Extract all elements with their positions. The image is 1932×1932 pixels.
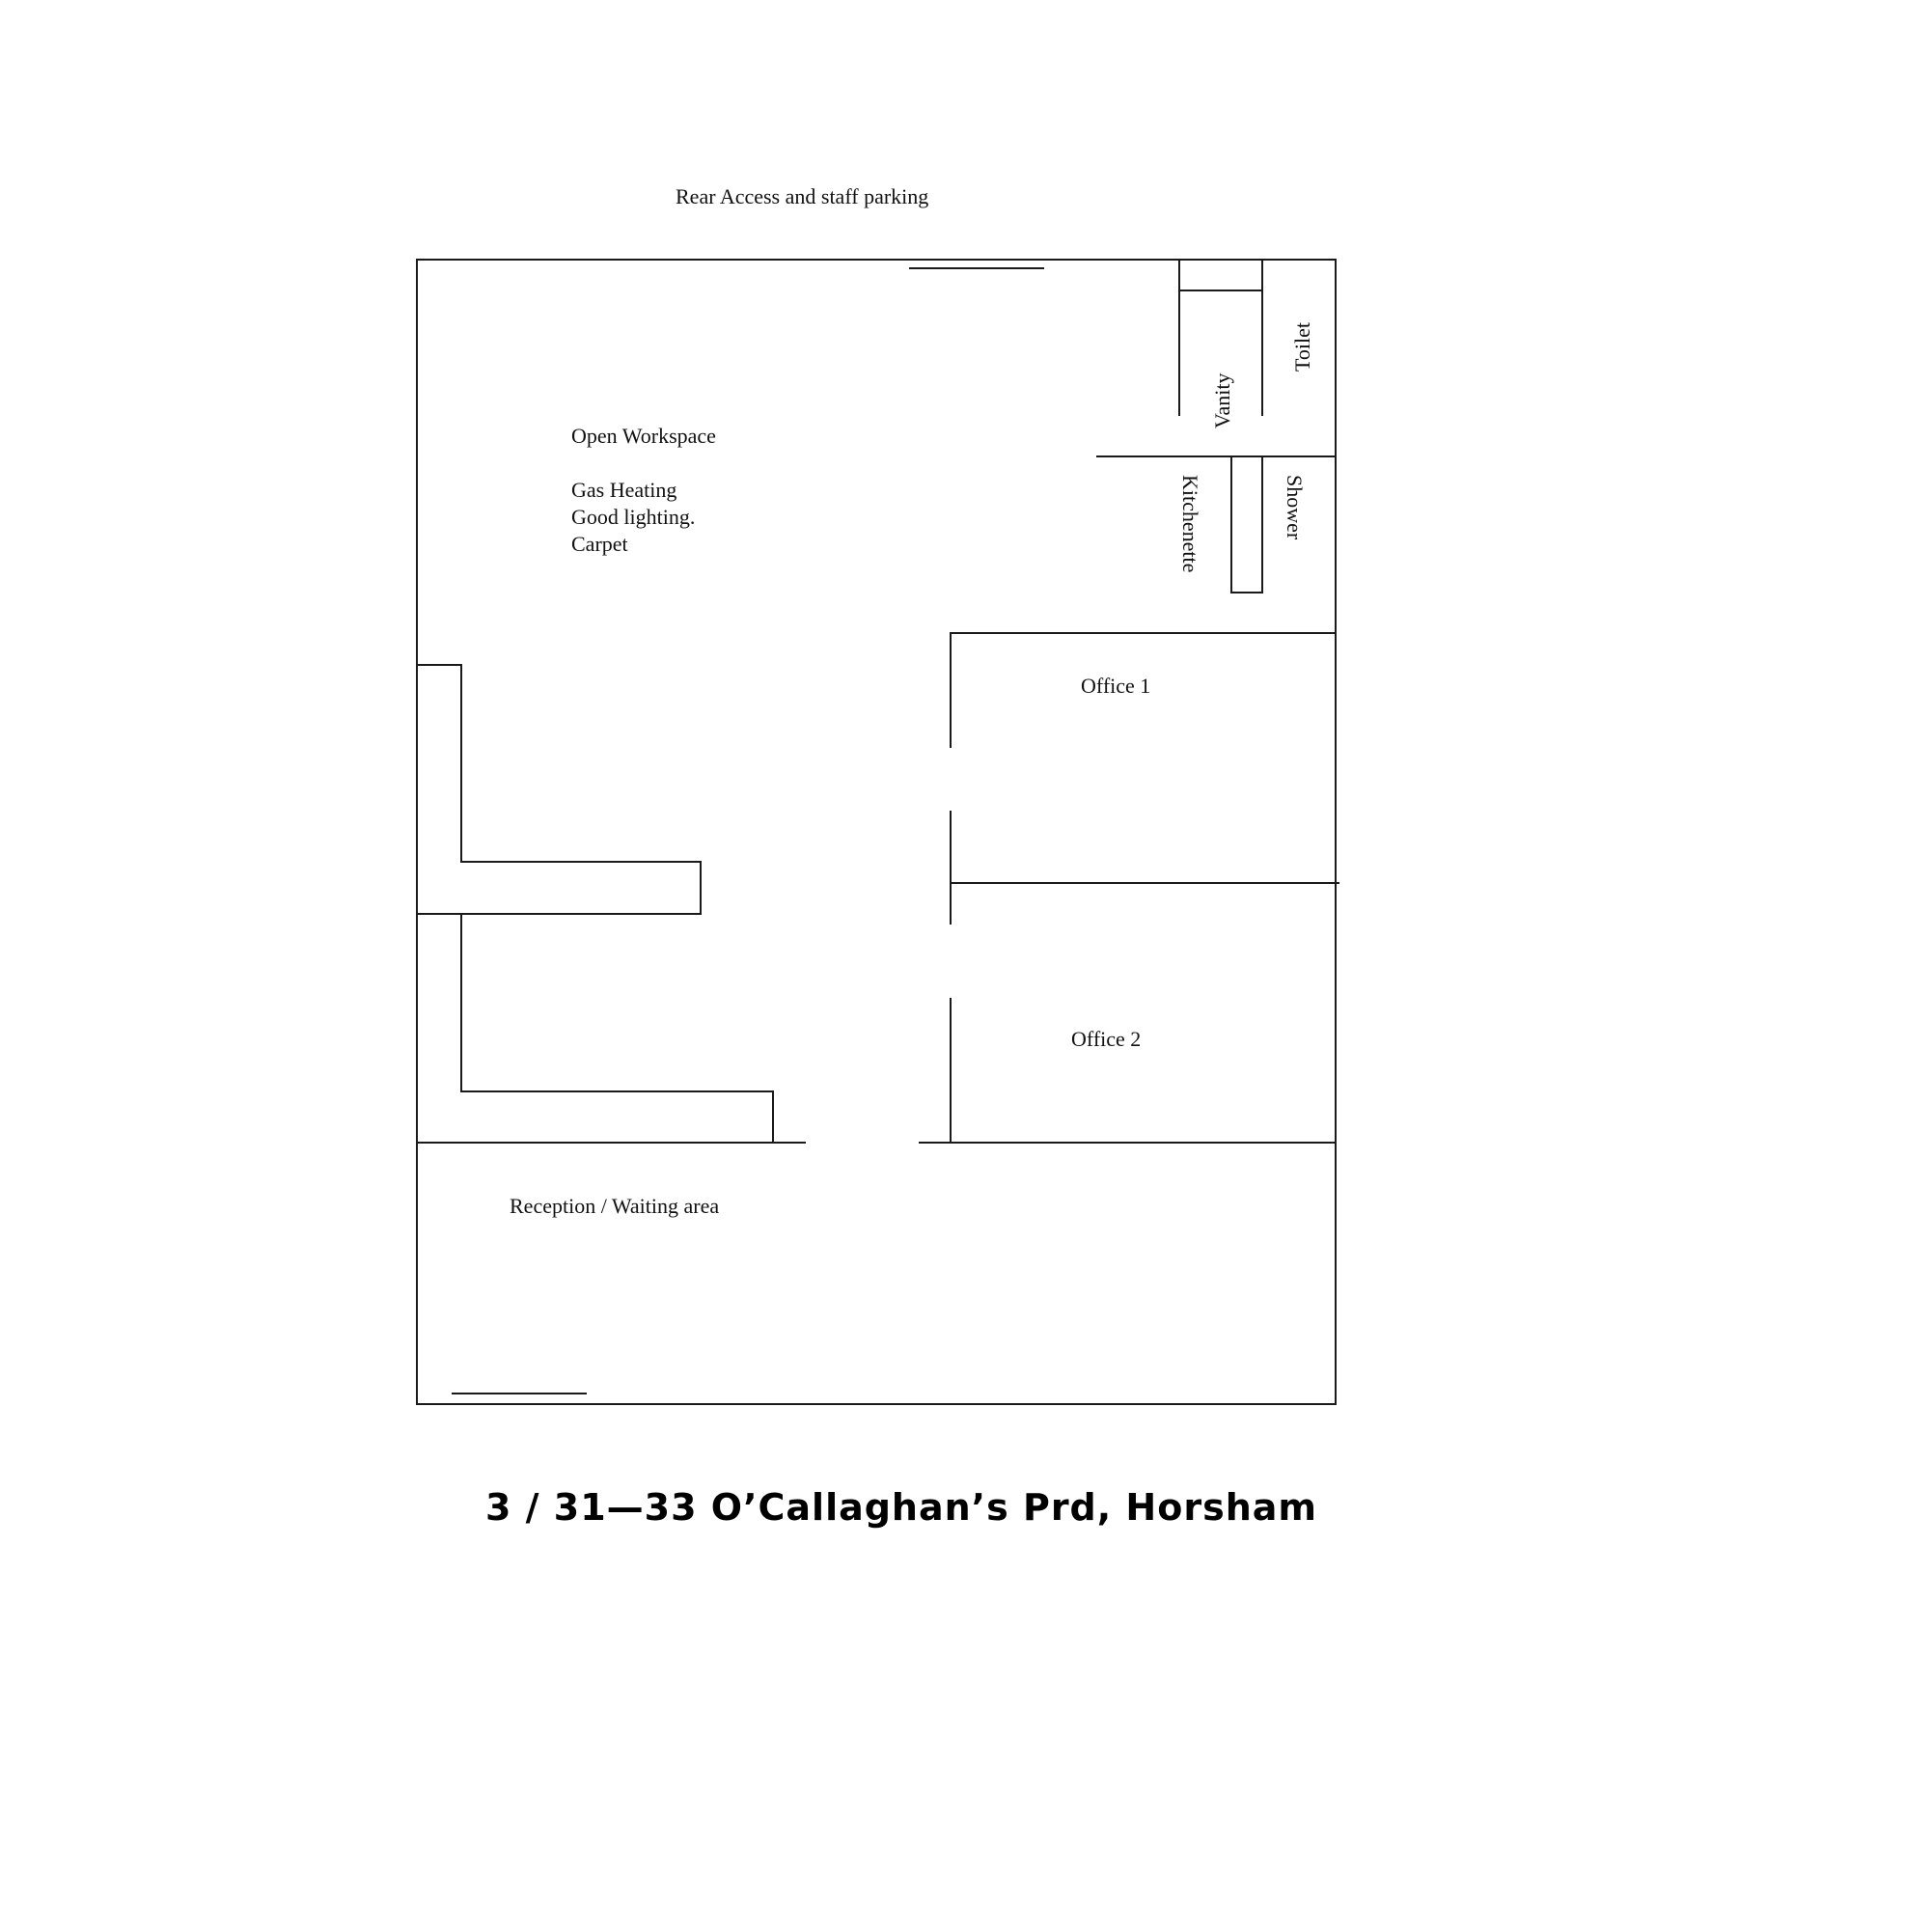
counter-arm-top xyxy=(460,861,702,863)
counter-top-edge xyxy=(416,664,462,666)
counter-inner-lower xyxy=(460,913,462,1092)
counter-arm-bottom xyxy=(416,913,702,915)
wall-wet-area-bottom xyxy=(1096,455,1337,457)
office2-label: Office 2 xyxy=(1071,1027,1142,1051)
wall-office-divider-left xyxy=(950,811,952,925)
counter-base-end xyxy=(772,1090,774,1143)
rear-door-mark xyxy=(909,267,1044,269)
property-address: 3 / 31—33 O’Callaghan’s Prd, Horsham xyxy=(485,1486,1317,1529)
wall-outer-bottom xyxy=(416,1403,1337,1405)
wall-office2-bottom xyxy=(919,1142,1337,1144)
wall-outer-right xyxy=(1335,259,1337,1405)
wall-kitchen-bench-bottom xyxy=(1230,592,1263,593)
wall-kitchen-bench-right xyxy=(1261,455,1263,593)
counter-arm-end xyxy=(700,861,702,915)
office1-label: Office 1 xyxy=(1081,674,1151,698)
wall-outer-top xyxy=(416,259,1336,261)
counter-base-top xyxy=(460,1090,774,1092)
vanity-label: Vanity xyxy=(1210,373,1234,428)
wall-vanity-left xyxy=(1178,259,1180,416)
wall-office1-top xyxy=(950,632,1337,634)
wall-vanity-shelf xyxy=(1178,290,1263,291)
open-workspace-label: Open Workspace xyxy=(571,424,716,448)
wall-outer-left xyxy=(416,259,418,1405)
front-door-mark xyxy=(452,1393,587,1394)
workspace-features xyxy=(571,477,695,558)
wall-office2-left-lower xyxy=(950,998,952,1143)
toilet-label: Toilet xyxy=(1290,321,1314,372)
feature-carpet: Carpet xyxy=(571,532,628,556)
feature-good-lighting: Good lighting. xyxy=(571,505,696,529)
reception-label: Reception / Waiting area xyxy=(510,1194,720,1218)
rear-access-label: Rear Access and staff parking xyxy=(676,184,929,208)
kitchenette-label: Kitchenette xyxy=(1178,475,1202,573)
counter-inner-upper xyxy=(460,664,462,863)
wall-vanity-toilet xyxy=(1261,259,1263,416)
wall-office1-left-upper xyxy=(950,632,952,748)
feature-gas-heating: Gas Heating xyxy=(571,478,677,502)
wall-office-divider xyxy=(950,882,1339,884)
wall-kitchen-bench-left xyxy=(1230,455,1232,593)
shower-label: Shower xyxy=(1283,475,1307,540)
wall-workspace-bottom xyxy=(416,1142,806,1144)
